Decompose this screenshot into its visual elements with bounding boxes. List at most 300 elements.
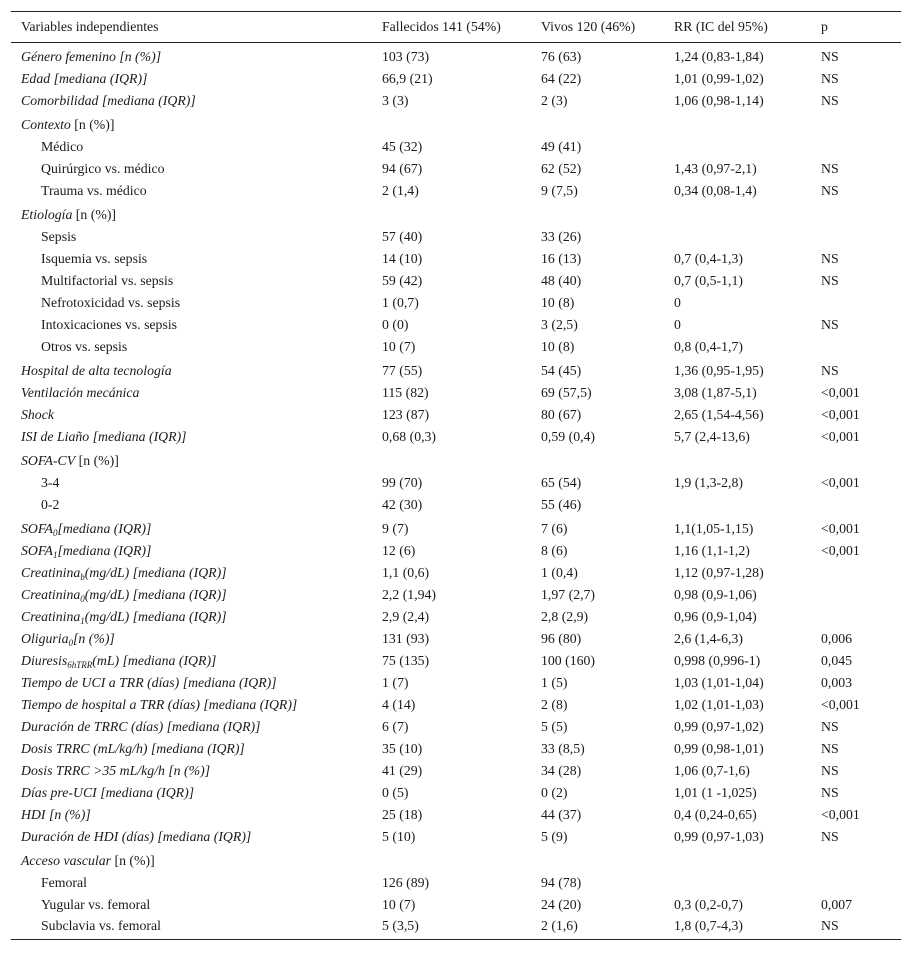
rr-cell: 0,4 (0,24-0,65) (674, 806, 757, 822)
fallecidos-cell: 59 (42) (382, 272, 423, 288)
results-table-container (11, 11, 901, 940)
header-p: p (811, 12, 901, 43)
header-rr: RR (IC del 95%) (664, 12, 811, 43)
rr-cell: 0,7 (0,4-1,3) (674, 250, 743, 266)
variable-label-suffix: (mg/dL) [mediana (IQR)] (84, 564, 227, 580)
vivos-cell: 10 (8) (541, 294, 575, 310)
vivos-cell: 1,97 (2,7) (541, 586, 596, 602)
variable-label-suffix: (mg/dL) [mediana (IQR)] (84, 586, 227, 602)
rr-cell: 1,8 (0,7-4,3) (664, 913, 811, 940)
table-row (11, 133, 901, 155)
table-row (11, 757, 901, 779)
variable-cell (11, 691, 372, 713)
fallecidos-cell: 0 (5) (382, 784, 409, 800)
vivos-cell: 3 (2,5) (541, 316, 578, 332)
variable-label: Duración de HDI (días) [mediana (IQR)] (21, 828, 252, 844)
group-label-suffix: [n (%)] (75, 452, 119, 468)
variable-cell (11, 625, 372, 647)
header-row (11, 12, 901, 43)
fallecidos-cell: 45 (32) (382, 138, 423, 154)
vivos-cell: 94 (78) (541, 874, 582, 890)
rr-cell: 0,99 (0,97-1,03) (674, 828, 764, 844)
table-row (11, 713, 901, 735)
table-row (11, 823, 901, 845)
variable-cell (11, 801, 372, 823)
variable-cell (11, 223, 372, 245)
variable-cell (11, 267, 372, 289)
vivos-cell: 0 (2) (541, 784, 568, 800)
rr-cell: 0,98 (0,9-1,06) (674, 586, 757, 602)
fallecidos-cell: 5 (10) (382, 828, 416, 844)
variable-subscript: 0 (52, 527, 58, 538)
variable-cell (11, 491, 372, 513)
vivos-cell: 8 (6) (541, 542, 568, 558)
rr-cell: 1,06 (0,7-1,6) (674, 762, 750, 778)
rr-cell: 0,998 (0,996-1) (674, 652, 761, 668)
subcategory-label: Otros vs. sepsis (41, 338, 128, 354)
variable-cell (11, 603, 372, 625)
table-row (11, 333, 901, 355)
fallecidos-cell: 2,2 (1,94) (382, 586, 437, 602)
vivos-cell (531, 199, 664, 223)
table-row (11, 199, 901, 223)
variable-cell (11, 779, 372, 801)
variable-cell (11, 537, 372, 559)
subcategory-label: Multifactorial vs. sepsis (41, 272, 174, 288)
vivos-cell: 1 (5) (541, 674, 568, 690)
variable-label: Comorbilidad [mediana (IQR)] (21, 92, 196, 108)
variable-label: Creatinina (21, 564, 81, 580)
table-row (11, 603, 901, 625)
fallecidos-cell: 99 (70) (382, 474, 423, 490)
variable-cell (11, 757, 372, 779)
vivos-cell: 33 (26) (541, 228, 582, 244)
variable-cell (11, 289, 372, 311)
table-row (11, 647, 901, 669)
subcategory-label: 0-2 (41, 496, 60, 512)
vivos-cell: 24 (20) (541, 896, 582, 912)
rr-cell (664, 199, 811, 223)
fallecidos-cell: 57 (40) (382, 228, 423, 244)
table-row (11, 691, 901, 713)
variable-cell (11, 65, 372, 87)
p-cell: NS (821, 828, 839, 844)
vivos-cell: 34 (28) (541, 762, 582, 778)
variable-cell (11, 559, 372, 581)
p-cell (811, 333, 901, 355)
rr-cell (664, 133, 811, 155)
table-row (11, 625, 901, 647)
fallecidos-cell: 12 (6) (382, 542, 416, 558)
variable-cell (11, 513, 372, 537)
variable-cell (11, 133, 372, 155)
vivos-cell: 5 (5) (541, 718, 568, 734)
variable-label: Dosis TRRC (mL/kg/h) [mediana (IQR)] (21, 740, 245, 756)
vivos-cell: 7 (6) (541, 520, 568, 536)
p-cell: NS (821, 784, 839, 800)
table-row (11, 891, 901, 913)
variable-cell (11, 423, 372, 445)
p-cell (811, 109, 901, 133)
variable-subscript: b (80, 571, 85, 582)
vivos-cell: 2,8 (2,9) (541, 608, 589, 624)
rr-cell: 1,01 (0,99-1,02) (674, 70, 764, 86)
rr-cell: 0,99 (0,97-1,02) (674, 718, 764, 734)
fallecidos-cell: 9 (7) (382, 520, 409, 536)
variable-subscript: 6hTRR (67, 659, 93, 670)
p-cell: NS (821, 182, 839, 198)
variable-cell (11, 311, 372, 333)
table-row (11, 779, 901, 801)
rr-cell: 0 (674, 316, 681, 332)
table-row (11, 869, 901, 891)
fallecidos-cell: 41 (29) (382, 762, 423, 778)
fallecidos-cell (372, 445, 531, 469)
fallecidos-cell: 126 (89) (382, 874, 430, 890)
rr-cell (664, 445, 811, 469)
variable-label: SOFA (21, 542, 53, 558)
variable-label: Días pre-UCI [mediana (IQR)] (21, 784, 195, 800)
results-table (11, 11, 901, 940)
rr-cell: 1,01 (1 -1,025) (674, 784, 757, 800)
subcategory-label: Isquemia vs. sepsis (41, 250, 148, 266)
variable-cell (11, 445, 372, 469)
vivos-cell: 48 (40) (541, 272, 582, 288)
variable-cell (11, 333, 372, 355)
vivos-cell: 65 (54) (541, 474, 582, 490)
fallecidos-cell: 14 (10) (382, 250, 423, 266)
fallecidos-cell: 5 (3,5) (372, 913, 531, 940)
p-cell (811, 603, 901, 625)
subcategory-label: Yugular vs. femoral (41, 896, 151, 912)
table-row (11, 311, 901, 333)
variable-cell (11, 401, 372, 423)
rr-cell (664, 223, 811, 245)
vivos-cell: 64 (22) (541, 70, 582, 86)
rr-cell: 1,1(1,05-1,15) (674, 520, 754, 536)
rr-cell (664, 491, 811, 513)
fallecidos-cell: 10 (7) (382, 896, 416, 912)
variable-label: Dosis TRRC >35 mL/kg/h [n (%)] (21, 762, 211, 778)
p-cell: 0,003 (821, 674, 853, 690)
rr-cell: 0,8 (0,4-1,7) (674, 338, 743, 354)
fallecidos-cell (372, 109, 531, 133)
p-cell: NS (821, 250, 839, 266)
fallecidos-cell: 6 (7) (382, 718, 409, 734)
subcategory-label: Trauma vs. médico (41, 182, 147, 198)
p-cell: 0,045 (821, 652, 853, 668)
p-cell: <0,001 (821, 696, 860, 712)
p-cell: NS (821, 92, 839, 108)
table-row (11, 43, 901, 65)
variable-cell (11, 43, 372, 65)
fallecidos-cell: 4 (14) (382, 696, 416, 712)
vivos-cell: 69 (57,5) (541, 384, 592, 400)
p-cell: NS (821, 362, 839, 378)
vivos-cell: 1 (0,4) (541, 564, 578, 580)
variable-label-suffix: [n (%)] (73, 630, 115, 646)
rr-cell: 1,43 (0,97-2,1) (674, 160, 757, 176)
variable-label-suffix: [mediana (IQR)] (57, 542, 152, 558)
variable-cell (11, 735, 372, 757)
p-cell (811, 223, 901, 245)
table-row (11, 65, 901, 87)
variable-cell (11, 109, 372, 133)
fallecidos-cell: 77 (55) (382, 362, 423, 378)
variable-label: Tiempo de UCI a TRR (días) [mediana (IQR)] (21, 674, 277, 690)
header-vivos: Vivos 120 (46%) (531, 12, 664, 43)
p-cell (811, 289, 901, 311)
p-cell: NS (821, 48, 839, 64)
fallecidos-cell: 3 (3) (382, 92, 409, 108)
table-row (11, 155, 901, 177)
table-row (11, 559, 901, 581)
p-cell: NS (811, 913, 901, 940)
fallecidos-cell: 1 (0,7) (382, 294, 419, 310)
fallecidos-cell: 115 (82) (382, 384, 429, 400)
variable-label: Tiempo de hospital a TRR (días) [mediana (IQR)] (21, 696, 298, 712)
group-label-suffix: [n (%)] (72, 206, 117, 222)
fallecidos-cell: 35 (10) (382, 740, 423, 756)
fallecidos-cell: 10 (7) (382, 338, 416, 354)
subcategory-label: Quirúrgico vs. médico (41, 160, 165, 176)
vivos-cell: 76 (63) (541, 48, 582, 64)
fallecidos-cell: 25 (18) (382, 806, 423, 822)
variable-label: Creatinina (21, 608, 81, 624)
variable-label: Hospital de alta tecnología (21, 362, 172, 378)
p-cell: <0,001 (821, 428, 860, 444)
variable-label: Creatinina (21, 586, 81, 602)
p-cell: <0,001 (821, 806, 860, 822)
rr-cell: 1,03 (1,01-1,04) (674, 674, 764, 690)
table-row (11, 513, 901, 537)
table-row (11, 801, 901, 823)
vivos-cell: 55 (46) (541, 496, 582, 512)
subcategory-label: Nefrotoxicidad vs. sepsis (41, 294, 181, 310)
table-body (11, 43, 901, 940)
rr-cell: 1,16 (1,1-1,2) (674, 542, 750, 558)
p-cell: NS (821, 740, 839, 756)
fallecidos-cell: 1,1 (0,6) (382, 564, 430, 580)
table-row (11, 289, 901, 311)
table-row (11, 87, 901, 109)
variable-label-suffix: (mg/dL) [mediana (IQR)] (84, 608, 227, 624)
fallecidos-cell: 42 (30) (382, 496, 423, 512)
vivos-cell: 49 (41) (541, 138, 582, 154)
table-row (11, 423, 901, 445)
subcategory-label: 3-4 (41, 474, 60, 490)
fallecidos-cell: 131 (93) (382, 630, 430, 646)
variable-cell (11, 581, 372, 603)
rr-cell: 5,7 (2,4-13,6) (674, 428, 750, 444)
rr-cell: 3,08 (1,87-5,1) (674, 384, 757, 400)
table-row (11, 245, 901, 267)
p-cell (811, 845, 901, 869)
variable-label: Género femenino [n (%)] (21, 48, 162, 64)
p-cell: 0,007 (821, 896, 853, 912)
variable-label-suffix: (mL) [mediana (IQR)] (92, 652, 217, 668)
p-cell (811, 559, 901, 581)
variable-cell (11, 355, 372, 379)
table-row (11, 401, 901, 423)
variable-label: Shock (21, 406, 54, 422)
rr-cell: 1,24 (0,83-1,84) (674, 48, 764, 64)
variable-subscript: 1 (80, 615, 85, 626)
vivos-cell: 0,59 (0,4) (541, 428, 596, 444)
fallecidos-cell (372, 845, 531, 869)
fallecidos-cell: 75 (135) (382, 652, 430, 668)
table-row (11, 537, 901, 559)
rr-cell: 2,65 (1,54-4,56) (674, 406, 764, 422)
vivos-cell: 16 (13) (541, 250, 582, 266)
variable-label: HDI [n (%)] (21, 806, 91, 822)
p-cell: <0,001 (821, 406, 860, 422)
group-label: Etiología (21, 206, 73, 222)
p-cell: NS (821, 272, 839, 288)
rr-cell (664, 869, 811, 891)
vivos-cell: 9 (7,5) (541, 182, 578, 198)
subcategory-label: Subclavia vs. femoral (41, 917, 161, 933)
rr-cell: 1,36 (0,95-1,95) (674, 362, 764, 378)
variable-cell (11, 199, 372, 223)
table-row (11, 735, 901, 757)
subcategory-label: Médico (41, 138, 84, 154)
rr-cell: 1,9 (1,3-2,8) (674, 474, 743, 490)
fallecidos-cell: 2,9 (2,4) (382, 608, 430, 624)
rr-cell: 1,02 (1,01-1,03) (674, 696, 764, 712)
variable-cell (11, 823, 372, 845)
variable-label: SOFA (21, 520, 53, 536)
table-row (11, 355, 901, 379)
variable-label: Diuresis (21, 652, 68, 668)
p-cell: <0,001 (821, 542, 860, 558)
p-cell (811, 445, 901, 469)
table-row (11, 669, 901, 691)
fallecidos-cell: 0,68 (0,3) (382, 428, 437, 444)
vivos-cell (531, 845, 664, 869)
rr-cell: 2,6 (1,4-6,3) (674, 630, 743, 646)
vivos-cell: 44 (37) (541, 806, 582, 822)
variable-cell (11, 713, 372, 735)
variable-label-suffix: [mediana (IQR)] (57, 520, 152, 536)
table-row (11, 913, 901, 940)
p-cell (811, 199, 901, 223)
table-row (11, 445, 901, 469)
variable-cell (11, 177, 372, 199)
p-cell: 0,006 (821, 630, 853, 646)
variable-cell (11, 891, 372, 913)
p-cell (811, 491, 901, 513)
subcategory-label: Sepsis (41, 228, 77, 244)
group-label: Contexto (21, 116, 71, 132)
table-row (11, 267, 901, 289)
group-label: SOFA-CV (21, 452, 76, 468)
p-cell: NS (821, 762, 839, 778)
table-row (11, 379, 901, 401)
header-variables: Variables independientes (11, 12, 372, 43)
vivos-cell (531, 109, 664, 133)
rr-cell: 0 (674, 294, 681, 310)
rr-cell: 0,7 (0,5-1,1) (674, 272, 743, 288)
p-cell: <0,001 (821, 474, 860, 490)
variable-label: ISI de Liaño [mediana (IQR)] (21, 428, 187, 444)
variable-label: Edad [mediana (IQR)] (21, 70, 148, 86)
variable-cell (11, 845, 372, 869)
variable-cell (11, 245, 372, 267)
subcategory-label: Intoxicaciones vs. sepsis (41, 316, 178, 332)
variable-label: Ventilación mecánica (21, 384, 140, 400)
rr-cell: 0,34 (0,08-1,4) (674, 182, 757, 198)
group-label-suffix: [n (%)] (111, 852, 155, 868)
fallecidos-cell (372, 199, 531, 223)
variable-label: Oliguria (21, 630, 69, 646)
vivos-cell: 62 (52) (541, 160, 582, 176)
vivos-cell: 10 (8) (541, 338, 575, 354)
fallecidos-cell: 2 (1,4) (382, 182, 419, 198)
vivos-cell: 5 (9) (541, 828, 568, 844)
vivos-cell: 2 (3) (541, 92, 568, 108)
variable-cell (11, 647, 372, 669)
fallecidos-cell: 103 (73) (382, 48, 430, 64)
fallecidos-cell: 94 (67) (382, 160, 423, 176)
table-row (11, 109, 901, 133)
rr-cell: 1,06 (0,98-1,14) (674, 92, 764, 108)
variable-cell (11, 469, 372, 491)
variable-subscript: 1 (52, 549, 58, 560)
fallecidos-cell: 1 (7) (382, 674, 409, 690)
rr-cell: 0,96 (0,9-1,04) (674, 608, 757, 624)
rr-cell: 0,99 (0,98-1,01) (674, 740, 764, 756)
variable-cell (11, 87, 372, 109)
variable-label: Duración de TRRC (días) [mediana (IQR)] (21, 718, 261, 734)
vivos-cell: 96 (80) (541, 630, 582, 646)
p-cell (811, 133, 901, 155)
p-cell (811, 869, 901, 891)
p-cell (811, 581, 901, 603)
variable-subscript: 0 (68, 637, 74, 648)
variable-subscript: 0 (80, 593, 85, 604)
table-row (11, 177, 901, 199)
p-cell: <0,001 (821, 520, 860, 536)
vivos-cell: 100 (160) (541, 652, 596, 668)
vivos-cell: 80 (67) (541, 406, 582, 422)
table-row (11, 491, 901, 513)
table-row (11, 469, 901, 491)
header-fallecidos: Fallecidos 141 (54%) (372, 12, 531, 43)
group-label-suffix: [n (%)] (70, 116, 115, 132)
table-row (11, 223, 901, 245)
fallecidos-cell: 66,9 (21) (382, 70, 433, 86)
p-cell: NS (821, 70, 839, 86)
variable-cell (11, 869, 372, 891)
fallecidos-cell: 123 (87) (382, 406, 430, 422)
vivos-cell: 2 (8) (541, 696, 568, 712)
subcategory-label: Femoral (41, 874, 87, 890)
variable-cell (11, 913, 372, 940)
rr-cell (664, 845, 811, 869)
vivos-cell: 2 (1,6) (531, 913, 664, 940)
variable-cell (11, 669, 372, 691)
rr-cell (664, 109, 811, 133)
variable-cell (11, 155, 372, 177)
group-label: Acceso vascular (21, 852, 112, 868)
table-row (11, 581, 901, 603)
p-cell: NS (821, 718, 839, 734)
fallecidos-cell: 0 (0) (382, 316, 409, 332)
p-cell: NS (821, 160, 839, 176)
variable-cell (11, 379, 372, 401)
rr-cell: 1,12 (0,97-1,28) (674, 564, 764, 580)
